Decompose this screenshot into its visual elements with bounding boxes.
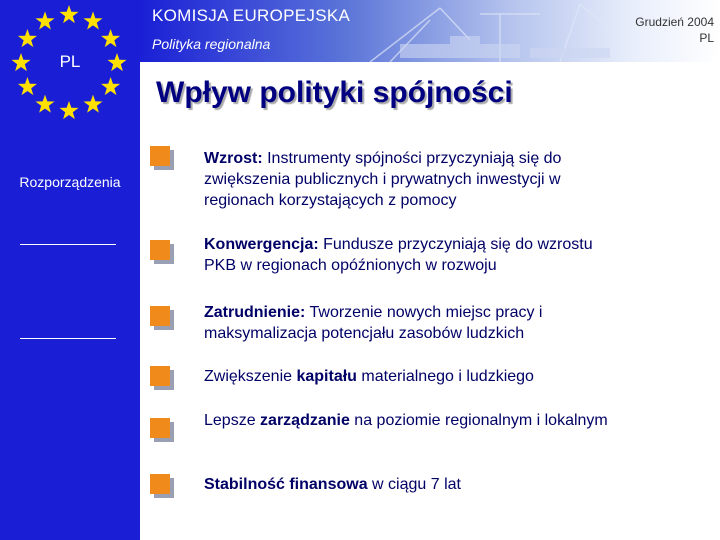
star-icon <box>18 29 37 47</box>
flag-country-code: PL <box>59 52 81 71</box>
star-icon <box>18 77 37 95</box>
department-name: Polityka regionalna <box>152 36 271 52</box>
list-item <box>204 474 614 495</box>
bullet-square-icon <box>150 418 174 442</box>
list-item <box>204 234 614 276</box>
item-text-after: materialnego i ludzkiego <box>356 368 534 385</box>
item-text-after: Tworzenie nowych miejsc pracy i maksymalizacja potencjału zasobów ludzkich <box>204 304 543 342</box>
list-item <box>204 302 614 344</box>
language-code: PL <box>699 31 714 45</box>
item-text-before: Lepsze <box>204 412 261 429</box>
star-icon <box>107 53 126 71</box>
sidebar-divider <box>20 338 116 339</box>
list-item <box>204 410 614 431</box>
item-text-after: w ciągu 7 lat <box>367 476 461 493</box>
date-text: Grudzień 2004 <box>635 15 714 29</box>
item-keyword: zarządzanie <box>260 412 350 429</box>
star-icon <box>59 5 78 23</box>
list-item <box>204 148 614 211</box>
item-keyword: Wzrost: <box>204 150 263 167</box>
star-icon <box>101 29 120 47</box>
item-keyword: Stabilność finansowa <box>204 476 368 493</box>
bullet-square-icon <box>150 366 174 390</box>
star-icon <box>101 77 120 95</box>
slide-title: Wpływ polityki spójności <box>156 76 513 109</box>
date-block <box>635 14 714 46</box>
star-icon <box>35 95 54 113</box>
list-item <box>204 366 614 387</box>
star-icon <box>83 11 102 29</box>
item-text-after: Fundusze przyczyniają się do wzrostu PKB w regionach opóźnionych w rozwoju <box>204 236 593 274</box>
item-text-before: Zwiększenie <box>204 368 297 385</box>
star-icon <box>11 53 30 71</box>
sidebar-label: Rozporządzenia <box>19 174 121 190</box>
item-keyword: Zatrudnienie: <box>204 304 306 321</box>
item-text-after: na poziomie regionalnym i lokalnym <box>349 412 608 429</box>
item-keyword: kapitału <box>296 368 357 385</box>
star-icon <box>59 101 78 119</box>
sidebar <box>0 0 140 540</box>
sidebar-divider <box>20 244 116 245</box>
bullet-square-icon <box>150 306 174 330</box>
item-keyword: Konwergencja: <box>204 236 319 253</box>
bullet-square-icon <box>150 240 174 264</box>
item-text-after: Instrumenty spójności przyczyniają się do zwiększenia publicznych i prywatnych inwestycji w regionach korzystających z pomocy <box>204 150 562 209</box>
star-icon <box>83 95 102 113</box>
bullet-square-icon <box>150 146 174 170</box>
star-icon <box>35 11 54 29</box>
organization-name: KOMISJA EUROPEJSKA <box>152 6 351 25</box>
bullet-square-icon <box>150 474 174 498</box>
